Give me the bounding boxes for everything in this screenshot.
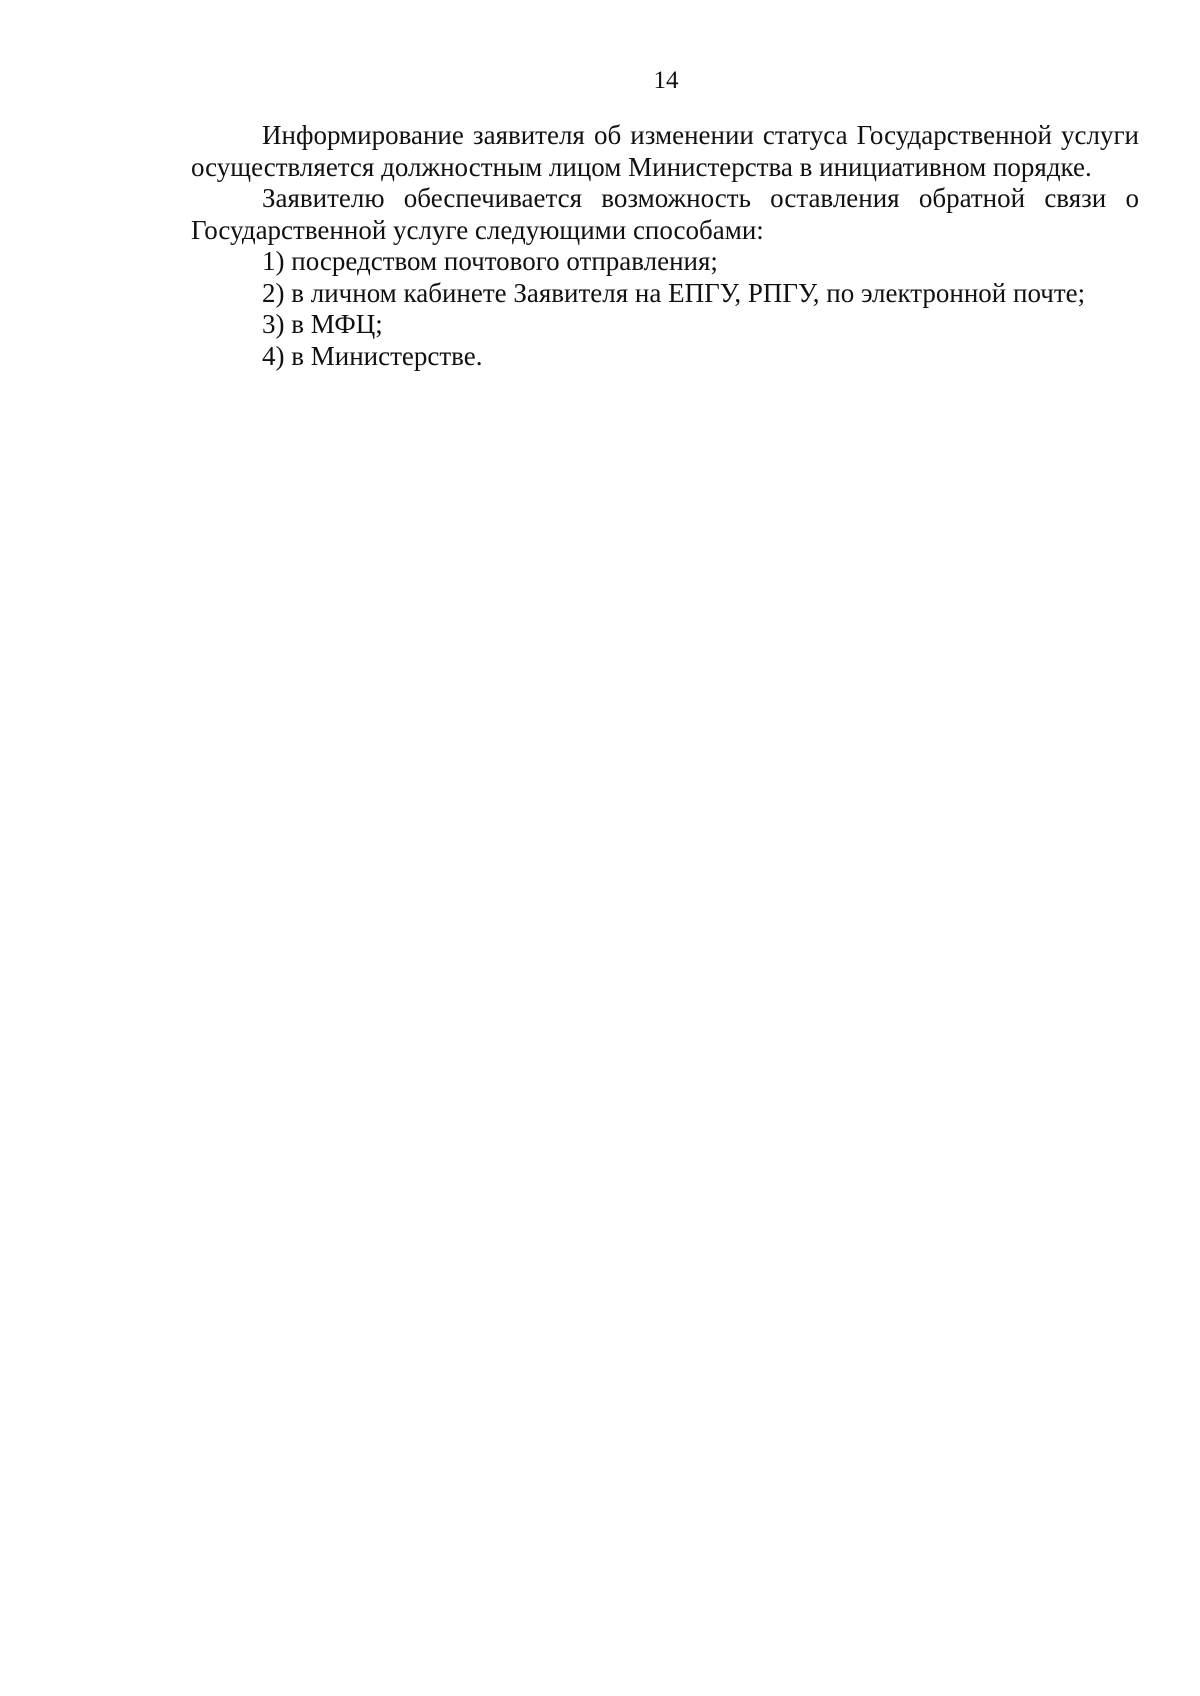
page-number: 14 [653, 67, 679, 94]
list-item-ministry: 4) в Министерстве. [262, 340, 483, 371]
list-item-mfc: 3) в МФЦ; [262, 309, 383, 339]
list-item-postal: 1) посредством почтового отправления; [262, 246, 718, 276]
paragraph-status-notification: Информирование заявителя об изменении статуса Государственной услуги осуществляется должностным лицом Министерства в инициативном порядке. [191, 120, 1139, 182]
document-body [191, 120, 1139, 372]
paragraph-feedback-intro: Заявителю обеспечивается возможность оставления обратной связи о Государственной услуге следующими способами: [191, 183, 1139, 245]
list-item-personal-account: 2) в личном кабинете Заявителя на ЕПГУ, РПГУ, по электронной почте; [262, 277, 1086, 308]
